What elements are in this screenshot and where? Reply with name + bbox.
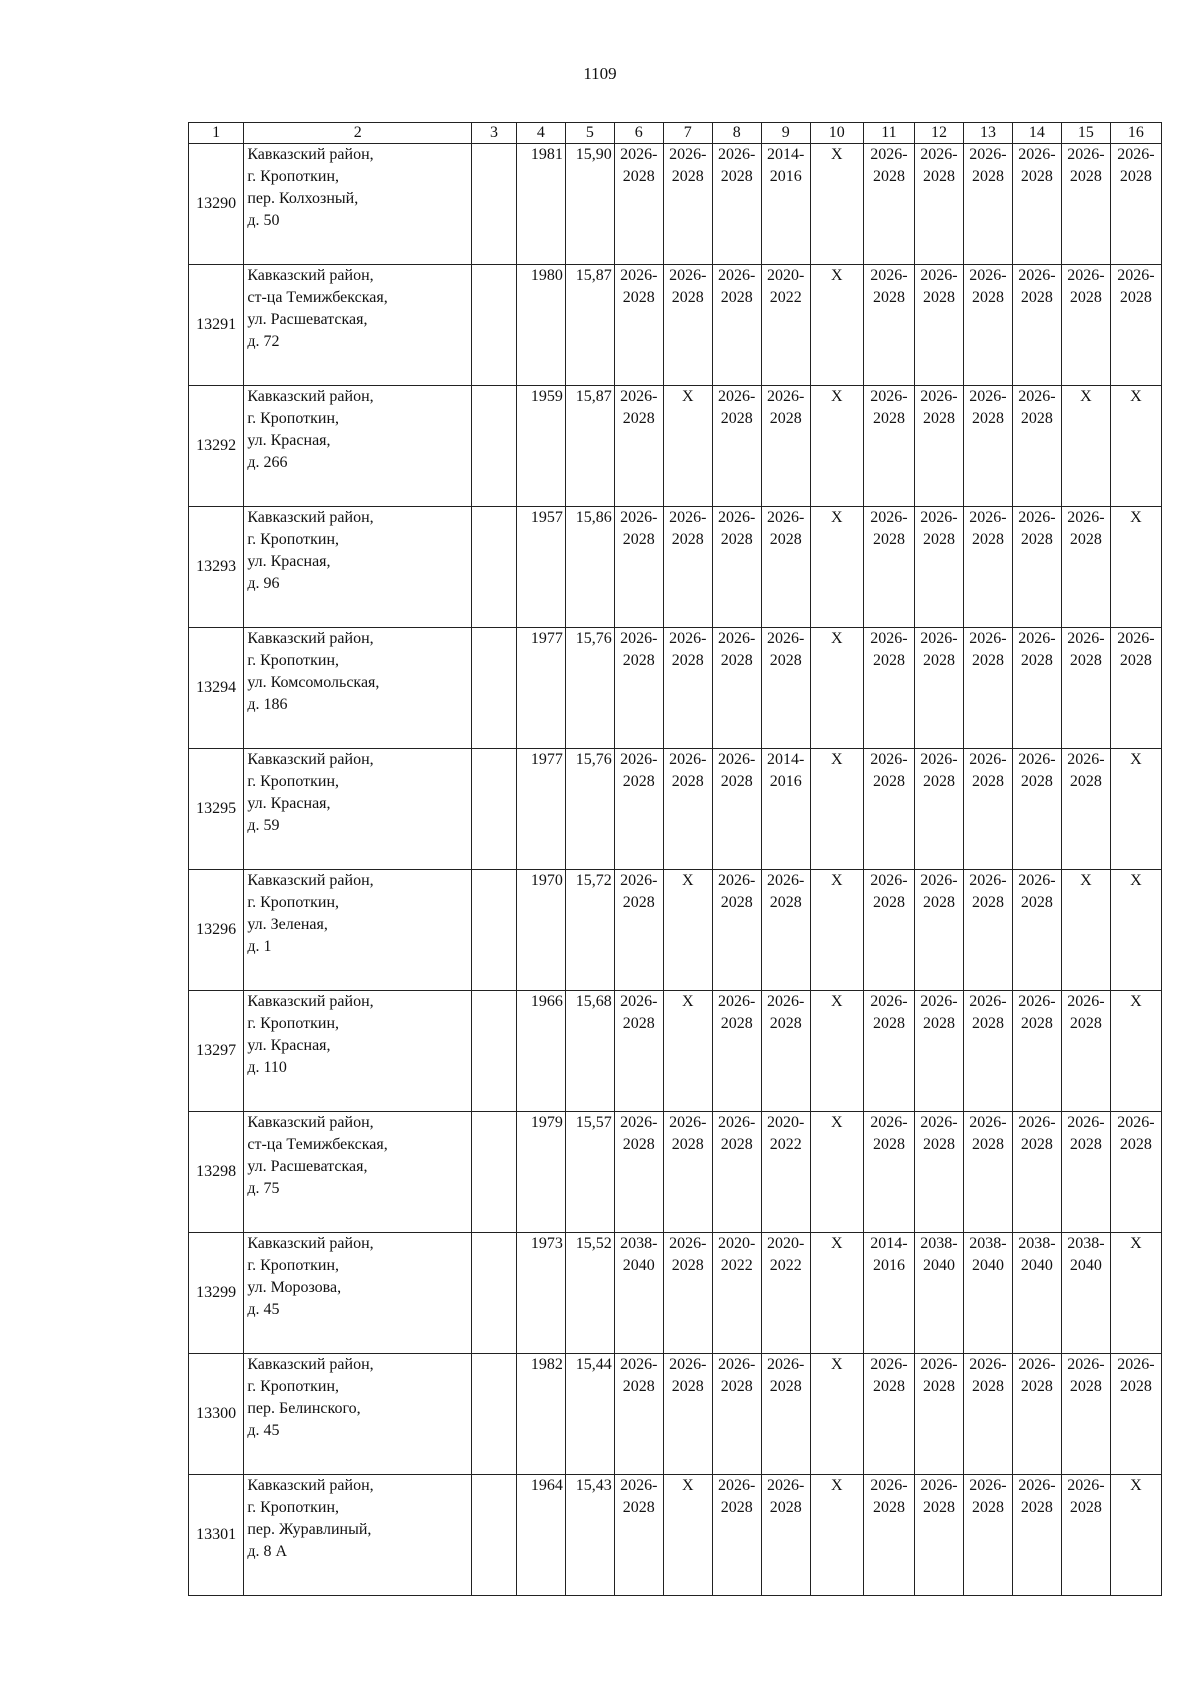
column-3-cell xyxy=(472,265,517,386)
period-cell-col-8: 2026- 2028 xyxy=(712,870,761,991)
period-cell-col-10: X xyxy=(810,628,863,749)
period-cell-col-8: 2026- 2028 xyxy=(712,628,761,749)
address-cell: Кавказский район, г. Кропоткин, ул. Морозова, д. 45 xyxy=(244,1233,472,1354)
period-cell-col-14: 2026- 2028 xyxy=(1012,265,1061,386)
value-cell: 15,57 xyxy=(565,1112,614,1233)
period-cell-col-14: 2026- 2028 xyxy=(1012,991,1061,1112)
column-header-13: 13 xyxy=(963,123,1012,144)
column-header-3: 3 xyxy=(472,123,517,144)
period-cell-col-15: 2026- 2028 xyxy=(1061,749,1110,870)
page-number: 1109 xyxy=(583,64,617,83)
column-header-12: 12 xyxy=(914,123,963,144)
period-cell-col-14: 2026- 2028 xyxy=(1012,870,1061,991)
period-cell-col-13: 2026- 2028 xyxy=(963,386,1012,507)
column-3-cell xyxy=(472,1233,517,1354)
period-cell-col-14: 2038- 2040 xyxy=(1012,1233,1061,1354)
period-cell-col-10: X xyxy=(810,870,863,991)
period-cell-col-15: 2038- 2040 xyxy=(1061,1233,1110,1354)
period-cell-col-11: 2026- 2028 xyxy=(863,144,914,265)
row-number: 13295 xyxy=(189,749,244,870)
period-cell-col-14: 2026- 2028 xyxy=(1012,1112,1061,1233)
period-cell-col-16: X xyxy=(1110,507,1161,628)
period-cell-col-15: 2026- 2028 xyxy=(1061,144,1110,265)
period-cell-col-12: 2026- 2028 xyxy=(914,991,963,1112)
table-row xyxy=(189,507,1162,628)
period-cell-col-15: 2026- 2028 xyxy=(1061,1475,1110,1596)
table-row xyxy=(189,1475,1162,1596)
column-3-cell xyxy=(472,749,517,870)
value-cell: 15,76 xyxy=(565,628,614,749)
period-cell-col-9: 2026- 2028 xyxy=(761,386,810,507)
column-3-cell xyxy=(472,1354,517,1475)
period-cell-col-7: X xyxy=(663,991,712,1112)
column-header-14: 14 xyxy=(1012,123,1061,144)
column-header-16: 16 xyxy=(1110,123,1161,144)
period-cell-col-9: 2026- 2028 xyxy=(761,1475,810,1596)
period-cell-col-11: 2026- 2028 xyxy=(863,628,914,749)
period-cell-col-15: X xyxy=(1061,386,1110,507)
period-cell-col-15: 2026- 2028 xyxy=(1061,991,1110,1112)
period-cell-col-14: 2026- 2028 xyxy=(1012,628,1061,749)
period-cell-col-9: 2020- 2022 xyxy=(761,265,810,386)
year-cell: 1980 xyxy=(516,265,565,386)
period-cell-col-13: 2026- 2028 xyxy=(963,749,1012,870)
table-row xyxy=(189,1112,1162,1233)
row-number: 13294 xyxy=(189,628,244,749)
row-number: 13292 xyxy=(189,386,244,507)
period-cell-col-16: 2026- 2028 xyxy=(1110,628,1161,749)
period-cell-col-16: X xyxy=(1110,1233,1161,1354)
period-cell-col-13: 2026- 2028 xyxy=(963,870,1012,991)
period-cell-col-10: X xyxy=(810,265,863,386)
period-cell-col-6: 2026- 2028 xyxy=(614,870,663,991)
period-cell-col-13: 2026- 2028 xyxy=(963,265,1012,386)
address-cell: Кавказский район, г. Кропоткин, пер. Журавлиный, д. 8 А xyxy=(244,1475,472,1596)
period-cell-col-12: 2026- 2028 xyxy=(914,1475,963,1596)
period-cell-col-16: 2026- 2028 xyxy=(1110,1354,1161,1475)
value-cell: 15,87 xyxy=(565,386,614,507)
period-cell-col-8: 2026- 2028 xyxy=(712,1354,761,1475)
period-cell-col-12: 2026- 2028 xyxy=(914,265,963,386)
period-cell-col-16: 2026- 2028 xyxy=(1110,265,1161,386)
table-row xyxy=(189,386,1162,507)
column-3-cell xyxy=(472,1112,517,1233)
address-cell: Кавказский район, г. Кропоткин, ул. Красная, д. 110 xyxy=(244,991,472,1112)
period-cell-col-14: 2026- 2028 xyxy=(1012,144,1061,265)
column-header-8: 8 xyxy=(712,123,761,144)
period-cell-col-8: 2026- 2028 xyxy=(712,991,761,1112)
table-row xyxy=(189,991,1162,1112)
period-cell-col-7: 2026- 2028 xyxy=(663,265,712,386)
period-cell-col-9: 2014- 2016 xyxy=(761,749,810,870)
period-cell-col-16: X xyxy=(1110,386,1161,507)
period-cell-col-12: 2026- 2028 xyxy=(914,1112,963,1233)
period-cell-col-16: X xyxy=(1110,1475,1161,1596)
column-3-cell xyxy=(472,507,517,628)
period-cell-col-13: 2026- 2028 xyxy=(963,1475,1012,1596)
period-cell-col-15: 2026- 2028 xyxy=(1061,628,1110,749)
period-cell-col-8: 2026- 2028 xyxy=(712,265,761,386)
period-cell-col-13: 2026- 2028 xyxy=(963,144,1012,265)
period-cell-col-6: 2026- 2028 xyxy=(614,386,663,507)
period-cell-col-11: 2026- 2028 xyxy=(863,507,914,628)
period-cell-col-12: 2026- 2028 xyxy=(914,507,963,628)
period-cell-col-8: 2020- 2022 xyxy=(712,1233,761,1354)
value-cell: 15,76 xyxy=(565,749,614,870)
column-3-cell xyxy=(472,991,517,1112)
column-3-cell xyxy=(472,1475,517,1596)
period-cell-col-7: 2026- 2028 xyxy=(663,749,712,870)
period-cell-col-11: 2014- 2016 xyxy=(863,1233,914,1354)
period-cell-col-10: X xyxy=(810,991,863,1112)
period-cell-col-13: 2026- 2028 xyxy=(963,628,1012,749)
table-row xyxy=(189,1354,1162,1475)
period-cell-col-10: X xyxy=(810,1354,863,1475)
period-cell-col-8: 2026- 2028 xyxy=(712,1112,761,1233)
address-cell: Кавказский район, ст-ца Темижбекская, ул. Расшеватская, д. 75 xyxy=(244,1112,472,1233)
address-cell: Кавказский район, г. Кропоткин, ул. Красная, д. 96 xyxy=(244,507,472,628)
period-cell-col-11: 2026- 2028 xyxy=(863,265,914,386)
period-cell-col-10: X xyxy=(810,1112,863,1233)
column-header-15: 15 xyxy=(1061,123,1110,144)
period-cell-col-7: X xyxy=(663,870,712,991)
registry-table xyxy=(188,122,1162,1596)
period-cell-col-10: X xyxy=(810,144,863,265)
period-cell-col-11: 2026- 2028 xyxy=(863,386,914,507)
period-cell-col-9: 2026- 2028 xyxy=(761,991,810,1112)
year-cell: 1959 xyxy=(516,386,565,507)
column-header-2: 2 xyxy=(244,123,472,144)
period-cell-col-10: X xyxy=(810,749,863,870)
period-cell-col-8: 2026- 2028 xyxy=(712,386,761,507)
period-cell-col-14: 2026- 2028 xyxy=(1012,1475,1061,1596)
column-header-11: 11 xyxy=(863,123,914,144)
period-cell-col-7: X xyxy=(663,1475,712,1596)
period-cell-col-6: 2026- 2028 xyxy=(614,1475,663,1596)
period-cell-col-12: 2026- 2028 xyxy=(914,386,963,507)
period-cell-col-11: 2026- 2028 xyxy=(863,1354,914,1475)
period-cell-col-16: 2026- 2028 xyxy=(1110,144,1161,265)
period-cell-col-10: X xyxy=(810,507,863,628)
period-cell-col-9: 2026- 2028 xyxy=(761,1354,810,1475)
period-cell-col-7: 2026- 2028 xyxy=(663,144,712,265)
period-cell-col-9: 2020- 2022 xyxy=(761,1233,810,1354)
period-cell-col-11: 2026- 2028 xyxy=(863,991,914,1112)
column-3-cell xyxy=(472,386,517,507)
year-cell: 1966 xyxy=(516,991,565,1112)
period-cell-col-6: 2026- 2028 xyxy=(614,1354,663,1475)
period-cell-col-15: 2026- 2028 xyxy=(1061,265,1110,386)
row-number: 13301 xyxy=(189,1475,244,1596)
period-cell-col-9: 2020- 2022 xyxy=(761,1112,810,1233)
period-cell-col-16: 2026- 2028 xyxy=(1110,1112,1161,1233)
column-header-1: 1 xyxy=(189,123,244,144)
table-row xyxy=(189,265,1162,386)
row-number: 13293 xyxy=(189,507,244,628)
year-cell: 1973 xyxy=(516,1233,565,1354)
column-header-10: 10 xyxy=(810,123,863,144)
column-3-cell xyxy=(472,870,517,991)
period-cell-col-13: 2026- 2028 xyxy=(963,1112,1012,1233)
period-cell-col-13: 2026- 2028 xyxy=(963,1354,1012,1475)
address-cell: Кавказский район, г. Кропоткин, ул. Комсомольская, д. 186 xyxy=(244,628,472,749)
table-row xyxy=(189,870,1162,991)
period-cell-col-7: X xyxy=(663,386,712,507)
period-cell-col-12: 2026- 2028 xyxy=(914,749,963,870)
period-cell-col-14: 2026- 2028 xyxy=(1012,749,1061,870)
year-cell: 1957 xyxy=(516,507,565,628)
column-header-9: 9 xyxy=(761,123,810,144)
value-cell: 15,86 xyxy=(565,507,614,628)
period-cell-col-6: 2026- 2028 xyxy=(614,628,663,749)
table-row xyxy=(189,749,1162,870)
row-number: 13291 xyxy=(189,265,244,386)
period-cell-col-6: 2026- 2028 xyxy=(614,749,663,870)
period-cell-col-15: 2026- 2028 xyxy=(1061,1354,1110,1475)
year-cell: 1970 xyxy=(516,870,565,991)
period-cell-col-7: 2026- 2028 xyxy=(663,1233,712,1354)
period-cell-col-6: 2026- 2028 xyxy=(614,991,663,1112)
year-cell: 1979 xyxy=(516,1112,565,1233)
table-row xyxy=(189,144,1162,265)
period-cell-col-11: 2026- 2028 xyxy=(863,1112,914,1233)
period-cell-col-13: 2038- 2040 xyxy=(963,1233,1012,1354)
value-cell: 15,68 xyxy=(565,991,614,1112)
period-cell-col-12: 2026- 2028 xyxy=(914,870,963,991)
column-3-cell xyxy=(472,628,517,749)
period-cell-col-9: 2026- 2028 xyxy=(761,870,810,991)
column-3-cell xyxy=(472,144,517,265)
address-cell: Кавказский район, г. Кропоткин, ул. Красная, д. 59 xyxy=(244,749,472,870)
period-cell-col-7: 2026- 2028 xyxy=(663,1112,712,1233)
period-cell-col-9: 2026- 2028 xyxy=(761,507,810,628)
row-number: 13290 xyxy=(189,144,244,265)
table-row xyxy=(189,628,1162,749)
address-cell: Кавказский район, г. Кропоткин, ул. Красная, д. 266 xyxy=(244,386,472,507)
period-cell-col-16: X xyxy=(1110,991,1161,1112)
period-cell-col-6: 2026- 2028 xyxy=(614,265,663,386)
period-cell-col-6: 2026- 2028 xyxy=(614,144,663,265)
period-cell-col-9: 2026- 2028 xyxy=(761,628,810,749)
period-cell-col-14: 2026- 2028 xyxy=(1012,386,1061,507)
period-cell-col-6: 2026- 2028 xyxy=(614,507,663,628)
column-header-7: 7 xyxy=(663,123,712,144)
period-cell-col-7: 2026- 2028 xyxy=(663,628,712,749)
period-cell-col-16: X xyxy=(1110,870,1161,991)
value-cell: 15,87 xyxy=(565,265,614,386)
year-cell: 1981 xyxy=(516,144,565,265)
column-header-5: 5 xyxy=(565,123,614,144)
row-number: 13296 xyxy=(189,870,244,991)
period-cell-col-8: 2026- 2028 xyxy=(712,749,761,870)
row-number: 13297 xyxy=(189,991,244,1112)
period-cell-col-14: 2026- 2028 xyxy=(1012,1354,1061,1475)
value-cell: 15,43 xyxy=(565,1475,614,1596)
row-number: 13299 xyxy=(189,1233,244,1354)
period-cell-col-8: 2026- 2028 xyxy=(712,144,761,265)
column-number-row xyxy=(189,123,1162,144)
address-cell: Кавказский район, г. Кропоткин, ул. Зеленая, д. 1 xyxy=(244,870,472,991)
row-number: 13300 xyxy=(189,1354,244,1475)
period-cell-col-11: 2026- 2028 xyxy=(863,749,914,870)
period-cell-col-14: 2026- 2028 xyxy=(1012,507,1061,628)
period-cell-col-7: 2026- 2028 xyxy=(663,1354,712,1475)
value-cell: 15,72 xyxy=(565,870,614,991)
period-cell-col-12: 2026- 2028 xyxy=(914,1354,963,1475)
address-cell: Кавказский район, г. Кропоткин, пер. Колхозный, д. 50 xyxy=(244,144,472,265)
period-cell-col-9: 2014- 2016 xyxy=(761,144,810,265)
period-cell-col-6: 2026- 2028 xyxy=(614,1112,663,1233)
table-row xyxy=(189,1233,1162,1354)
row-number: 13298 xyxy=(189,1112,244,1233)
period-cell-col-15: X xyxy=(1061,870,1110,991)
period-cell-col-8: 2026- 2028 xyxy=(712,507,761,628)
column-header-6: 6 xyxy=(614,123,663,144)
period-cell-col-12: 2038- 2040 xyxy=(914,1233,963,1354)
period-cell-col-12: 2026- 2028 xyxy=(914,628,963,749)
period-cell-col-13: 2026- 2028 xyxy=(963,507,1012,628)
period-cell-col-11: 2026- 2028 xyxy=(863,1475,914,1596)
period-cell-col-16: X xyxy=(1110,749,1161,870)
period-cell-col-7: 2026- 2028 xyxy=(663,507,712,628)
address-cell: Кавказский район, ст-ца Темижбекская, ул. Расшеватская, д. 72 xyxy=(244,265,472,386)
year-cell: 1964 xyxy=(516,1475,565,1596)
period-cell-col-10: X xyxy=(810,386,863,507)
column-header-4: 4 xyxy=(516,123,565,144)
value-cell: 15,90 xyxy=(565,144,614,265)
period-cell-col-8: 2026- 2028 xyxy=(712,1475,761,1596)
period-cell-col-10: X xyxy=(810,1233,863,1354)
year-cell: 1982 xyxy=(516,1354,565,1475)
value-cell: 15,44 xyxy=(565,1354,614,1475)
year-cell: 1977 xyxy=(516,628,565,749)
period-cell-col-15: 2026- 2028 xyxy=(1061,1112,1110,1233)
period-cell-col-13: 2026- 2028 xyxy=(963,991,1012,1112)
address-cell: Кавказский район, г. Кропоткин, пер. Белинского, д. 45 xyxy=(244,1354,472,1475)
period-cell-col-15: 2026- 2028 xyxy=(1061,507,1110,628)
period-cell-col-11: 2026- 2028 xyxy=(863,870,914,991)
period-cell-col-6: 2038- 2040 xyxy=(614,1233,663,1354)
year-cell: 1977 xyxy=(516,749,565,870)
period-cell-col-12: 2026- 2028 xyxy=(914,144,963,265)
period-cell-col-10: X xyxy=(810,1475,863,1596)
value-cell: 15,52 xyxy=(565,1233,614,1354)
